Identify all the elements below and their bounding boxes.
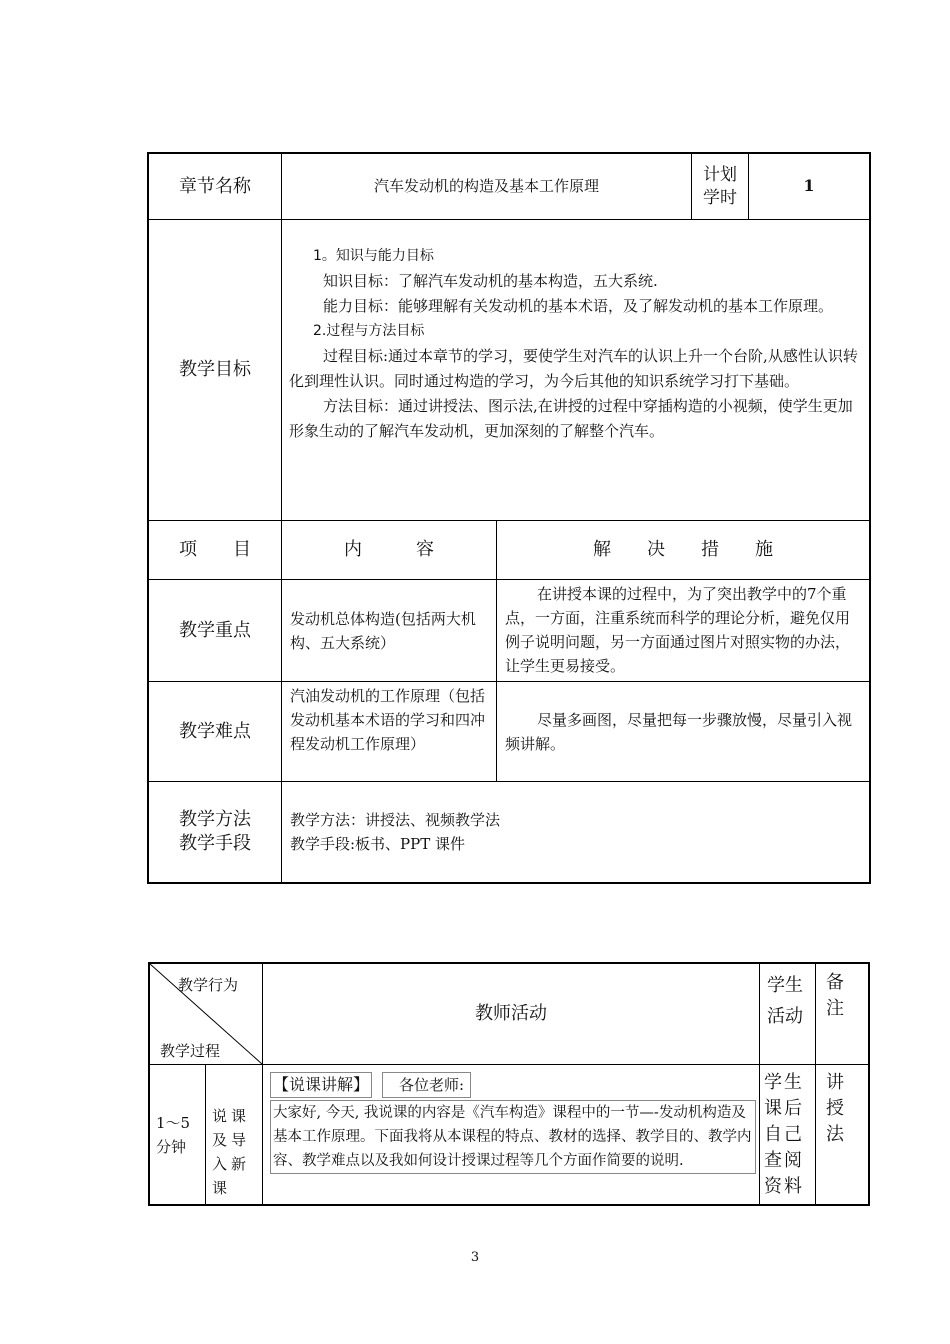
objective-heading-2: 2.过程与方法目标 bbox=[313, 323, 425, 339]
intro-text: 大家好, 今天, 我说课的内容是《汽车构造》课程中的一节—-发动机构造及基本工作原理。下面我将从本课程的特点、教材的选择、教学目的、教学内容、教学难点以及我如何设计授课过程等几个方面作简要的说明. bbox=[270, 1100, 756, 1174]
objective-ability: 能力目标：能够理解有关发动机的基本术语，及了解发动机的基本工作原理。 bbox=[323, 297, 834, 315]
methods-line2: 教学手段:板书、PPT 课件 bbox=[290, 835, 466, 853]
teaching-process-table bbox=[148, 962, 870, 1206]
difficulty-measures: 尽量多画图，尽量把每一步骤放慢，尽量引入视频讲解。 bbox=[505, 710, 853, 753]
key-points-content: 发动机总体构造(包括两大机构、五大系统） bbox=[290, 609, 476, 652]
planned-hours-label bbox=[692, 154, 748, 219]
difficulty-content: 汽油发动机的工作原理（包括发动机基本术语的学习和四冲程发动机工作原理） bbox=[290, 687, 486, 753]
chapter-title: 汽车发动机的构造及基本工作原理 bbox=[373, 177, 599, 195]
teacher-activity-content bbox=[270, 1072, 756, 1174]
diagonal-top-label: 教学行为 bbox=[178, 976, 239, 994]
row-stage: 说课及导入新课 bbox=[212, 1107, 251, 1197]
methods-label-line2: 教学手段 bbox=[179, 833, 251, 854]
student-activity-header: 学生活动 bbox=[767, 975, 803, 1027]
row-time: 1～5分钟 bbox=[156, 1113, 191, 1156]
planned-hours-label-line2: 学时 bbox=[703, 187, 737, 208]
header-content: 内 容 bbox=[344, 539, 434, 561]
remark-row: 讲授法 bbox=[826, 1072, 844, 1145]
remarks-header: 备注 bbox=[826, 972, 844, 1019]
student-row: 学生课后自己查阅资料 bbox=[764, 1072, 804, 1197]
objectives-content bbox=[289, 244, 863, 516]
chapter-name-label: 章节名称 bbox=[179, 175, 251, 197]
objective-method: 方法目标：通过讲授法、图示法,在讲授的过程中穿插构造的小视频，使学生更加形象生动的了解汽车发动机，更加深刻的了解整个汽车。 bbox=[289, 397, 853, 440]
planned-hours-label-line1: 计划 bbox=[703, 164, 737, 185]
objectives-label: 教学目标 bbox=[179, 359, 251, 381]
teacher-activity-header: 教师活动 bbox=[475, 1003, 547, 1025]
page-number: 3 bbox=[470, 1250, 480, 1265]
methods-line1: 教学方法：讲授法、视频教学法 bbox=[290, 811, 501, 829]
planned-hours-value: 1 bbox=[803, 176, 815, 196]
methods-label-line1: 教学方法 bbox=[179, 809, 251, 830]
methods-content bbox=[290, 782, 860, 882]
key-points-measures: 在讲授本课的过程中，为了突出教学中的7个重点，一方面，注重系统而科学的理论分析，避免仅用例子说明问题，另一方面通过图片对照实物的办法，让学生更易接受。 bbox=[505, 585, 851, 675]
lecture-tag: 【说课讲解】 bbox=[270, 1072, 372, 1098]
header-measures: 解 决 措 施 bbox=[593, 539, 773, 561]
header-item: 项 目 bbox=[179, 539, 251, 561]
key-points-label: 教学重点 bbox=[179, 619, 251, 641]
difficulty-label: 教学难点 bbox=[179, 720, 251, 742]
objective-process: 过程目标:通过本章节的学习，要使学生对汽车的认识上升一个台阶,从感性认识转化到理性认识。同时通过构造的学习，为今后其他的知识系统学习打下基础。 bbox=[289, 347, 858, 390]
greeting: 各位老师: bbox=[382, 1072, 471, 1098]
methods-label bbox=[149, 782, 281, 882]
diagonal-bottom-label: 教学过程 bbox=[160, 1042, 221, 1060]
objective-heading-1: 1。知识与能力目标 bbox=[313, 248, 434, 264]
lesson-plan-table bbox=[147, 152, 871, 884]
objective-knowledge: 知识目标：了解汽车发动机的基本构造，五大系统. bbox=[323, 272, 658, 290]
